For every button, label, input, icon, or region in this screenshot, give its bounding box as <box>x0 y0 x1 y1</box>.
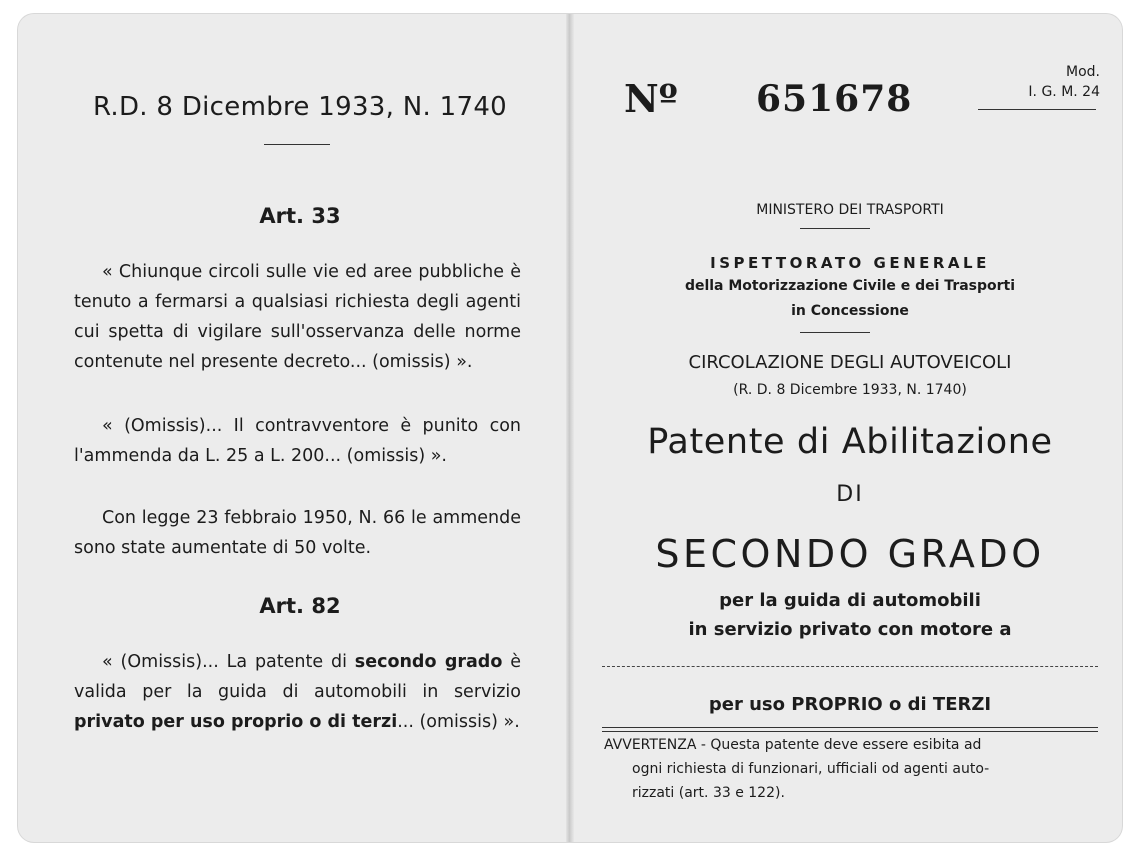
ministry-divider <box>800 228 870 229</box>
title-divider <box>264 144 330 145</box>
article-33-paragraph-2: « (Omissis)... Il contravventore è punito con l'ammenda da L. 25 a L. 200... (omissis) ». <box>74 416 521 466</box>
left-page <box>18 14 566 842</box>
warning-rule-top <box>602 727 1098 728</box>
licence-di: DI <box>836 482 864 507</box>
use-type <box>594 694 1106 715</box>
inspectorate-divider <box>800 332 870 333</box>
number-label: Nº <box>624 76 678 121</box>
use-type-terzi: TERZI <box>932 694 992 715</box>
warning-rule-bottom <box>602 731 1098 732</box>
article-82-bold-use: privato per uso proprio o di terzi <box>74 712 398 732</box>
inspectorate-title: ISPETTORATO GENERALE <box>710 254 990 272</box>
model-line-1: Mod. <box>1066 64 1100 80</box>
decree-reference: (R. D. 8 Dicembre 1933, N. 1740) <box>733 382 967 398</box>
right-page <box>574 14 1122 842</box>
usage-line-1: per la guida di automobili <box>719 590 981 611</box>
article-33-paragraph-3: Con legge 23 febbraio 1950, N. 66 le ammende sono state aumentate di 50 volte. <box>74 508 521 558</box>
article-82-text-middle: è valida per la guida di automobili in servizio <box>74 652 521 702</box>
article-82-heading: Art. 82 <box>259 594 341 618</box>
warning-line-2: ogni richiesta di funzionari, ufficiali od agenti auto- <box>632 761 990 777</box>
usage-line-2: in servizio privato con motore a <box>688 619 1012 640</box>
article-33-heading: Art. 33 <box>259 204 341 228</box>
article-82-bold-grade: secondo grado <box>354 652 503 672</box>
model-code <box>974 62 1100 102</box>
dotted-fill-line <box>602 666 1098 667</box>
licence-grade: SECONDO GRADO <box>655 532 1045 576</box>
use-type-prefix: per uso <box>708 694 792 715</box>
licence-title: Patente di Abilitazione <box>647 422 1053 462</box>
article-82-paragraph <box>74 647 521 737</box>
use-type-middle: o di <box>882 694 933 715</box>
warning-notice <box>604 733 1100 805</box>
decree-title: R.D. 8 Dicembre 1933, N. 1740 <box>92 92 508 122</box>
warning-line-3: rizzati (art. 33 e 122). <box>632 785 785 801</box>
circulation-title: CIRCOLAZIONE DEGLI AUTOVEICOLI <box>688 352 1012 373</box>
warning-line-1: AVVERTENZA - Questa patente deve essere esibita ad <box>604 737 982 753</box>
article-82-text-end: ... (omissis) ». <box>397 712 520 732</box>
model-line-2: I. G. M. 24 <box>1028 84 1100 100</box>
use-type-proprio: PROPRIO <box>791 694 883 715</box>
article-33-paragraph-1: « Chiunque circoli sulle vie ed aree pubbliche è tenuto a fermarsi a qualsiasi richiesta degli agenti cui spetta di vigilare sull'osservanza delle norme contenute nel presente decreto... (omissis) ». <box>74 262 521 372</box>
inspectorate-line-2: della Motorizzazione Civile e dei Trasporti <box>684 278 1016 294</box>
page-fold <box>566 14 574 842</box>
ministry-name: MINISTERO DEI TRASPORTI <box>756 202 944 218</box>
licence-document <box>18 14 1122 842</box>
model-underline <box>978 109 1096 110</box>
licence-number: 651678 <box>756 78 913 120</box>
article-82-text: « (Omissis)... La patente di <box>102 652 355 672</box>
inspectorate-line-3: in Concessione <box>791 303 909 319</box>
